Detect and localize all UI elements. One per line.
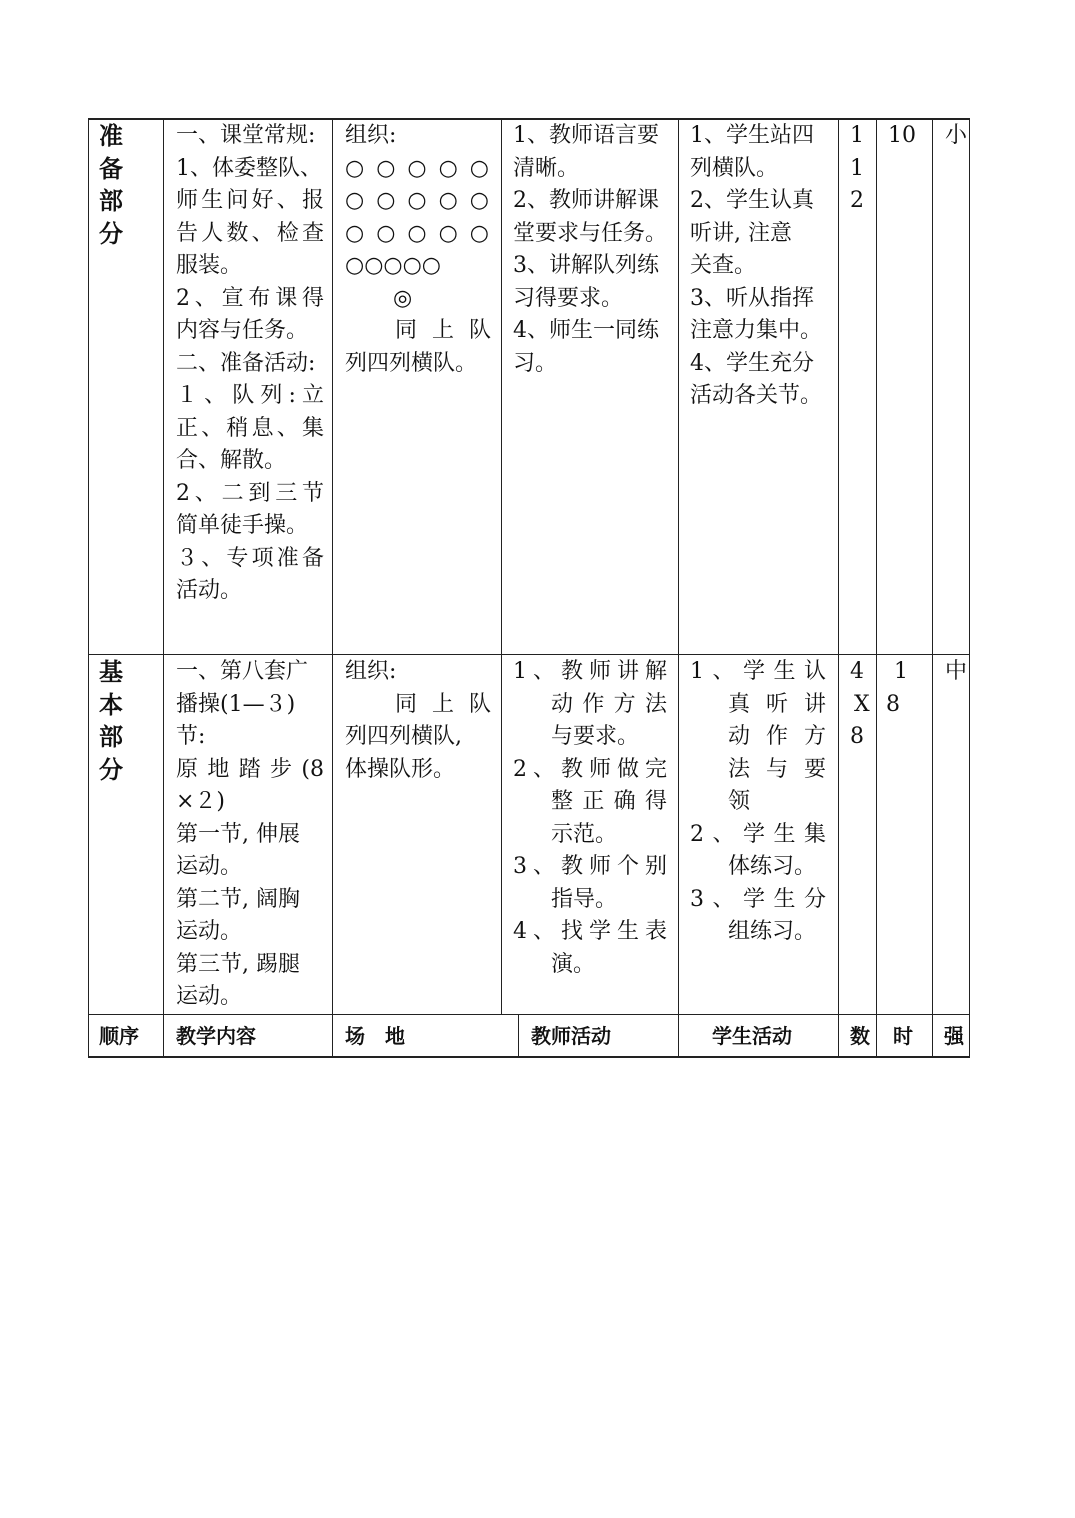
student-line: 1、学生站四 xyxy=(690,123,814,148)
site-line: 同上队 xyxy=(395,691,491,717)
content-line: 简单徒手操。 xyxy=(176,513,309,538)
teacher-line: 演。 xyxy=(551,951,596,977)
content-line: 一、课堂常规: xyxy=(176,123,316,148)
teacher-line: 1、教师讲解 xyxy=(513,659,667,684)
section-char: 分 xyxy=(99,219,123,248)
column-divider xyxy=(163,118,164,1058)
content-line: 2、宣布课得 xyxy=(176,285,324,311)
content-line: 二、准备活动: xyxy=(176,350,316,376)
content-line: 服装。 xyxy=(176,253,243,278)
content-line: 运动。 xyxy=(176,854,243,879)
teacher-activity xyxy=(513,120,673,380)
header-site: 场 地 xyxy=(345,1024,405,1048)
student-line: 动作方 xyxy=(728,724,826,749)
student-line: 3、学生分 xyxy=(690,886,826,912)
section-char: 分 xyxy=(99,755,123,784)
student-activity xyxy=(690,120,832,413)
time-value xyxy=(888,120,928,153)
count-char: 8 xyxy=(850,724,864,749)
section-label xyxy=(99,656,139,786)
content-line: 告人数、检查 xyxy=(176,220,324,246)
count-char: 1 xyxy=(850,155,864,181)
content-line: 原地踏步(8 xyxy=(176,756,324,782)
student-line: 关查。 xyxy=(690,253,757,278)
content-line: 内容与任务。 xyxy=(176,318,309,343)
column-divider xyxy=(876,118,877,1058)
student-line: 注意力集中。 xyxy=(690,318,823,343)
formation-row: ○○○○○ xyxy=(345,155,491,181)
content-line: 第一节, 伸展 xyxy=(176,821,300,847)
teacher-line: 堂要求与任务。 xyxy=(513,220,668,246)
teaching-content xyxy=(176,656,324,1014)
count-value xyxy=(850,120,870,218)
teacher-line: 3、讲解队列练 xyxy=(513,253,659,278)
site-line: 体操队形。 xyxy=(345,756,456,782)
teacher-activity xyxy=(513,656,667,981)
student-line: 2、学生认真 xyxy=(690,188,814,213)
content-line: 第二节, 阔胸 xyxy=(176,886,300,912)
teacher-line: 2、教师讲解课 xyxy=(513,188,659,213)
site-line: 列四列横队。 xyxy=(345,350,478,376)
section-char: 部 xyxy=(99,723,123,751)
content-line: 正、稍息、集 xyxy=(176,415,324,441)
content-line: ３、专项准备 xyxy=(176,545,324,571)
formation-row: ○○○○○ xyxy=(345,220,491,246)
content-line: 合、解散。 xyxy=(176,448,287,473)
header-intensity: 强 xyxy=(944,1024,964,1048)
count-char: 1 xyxy=(850,123,864,148)
student-line: 2、学生集 xyxy=(690,821,826,847)
formation-row: ○○○○○ xyxy=(345,188,491,213)
section-char: 本 xyxy=(99,690,123,719)
student-line: 体练习。 xyxy=(728,854,817,879)
content-line: 运动。 xyxy=(176,984,243,1009)
content-line: 一、第八套广 xyxy=(176,659,309,684)
student-line: 活动各关节。 xyxy=(690,383,823,408)
column-divider xyxy=(932,118,933,1058)
count-char: 2 xyxy=(850,188,864,213)
section-char: 基 xyxy=(99,658,123,686)
teacher-line: 动作方法 xyxy=(551,691,667,717)
content-line: ×２) xyxy=(176,789,226,814)
teacher-line: 4、找学生表 xyxy=(513,919,667,944)
site-organization xyxy=(345,120,491,380)
header-content: 教学内容 xyxy=(176,1024,256,1048)
table-border-right xyxy=(969,118,970,1058)
count-char: 4 xyxy=(850,659,864,684)
intensity-value xyxy=(945,656,969,689)
teacher-position-mark: ◎ xyxy=(393,285,413,311)
formation-row: ○○○○○ xyxy=(345,253,441,278)
content-line: 节: xyxy=(176,724,206,749)
teacher-line: 示范。 xyxy=(551,821,618,847)
student-activity xyxy=(690,656,826,949)
student-line: 听讲, 注意 xyxy=(690,220,792,246)
section-label xyxy=(99,120,139,250)
content-line: 播操(1—３) xyxy=(176,691,296,717)
time-char: 10 xyxy=(888,123,916,148)
site-line: 组织: xyxy=(345,123,397,148)
student-line: 3、听从指挥 xyxy=(690,285,814,311)
section-char: 准 xyxy=(99,122,123,150)
time-value xyxy=(886,656,926,721)
student-line: 真听讲 xyxy=(728,691,826,717)
time-char: 1 xyxy=(894,659,908,684)
teaching-content xyxy=(176,120,324,608)
teacher-line: 2、教师做完 xyxy=(513,756,667,782)
column-divider xyxy=(501,118,502,1014)
count-value xyxy=(850,656,872,754)
student-line: 法与要 xyxy=(728,756,826,782)
content-line: 2、二到三节 xyxy=(176,480,324,506)
header-student: 学生活动 xyxy=(712,1024,792,1048)
teacher-line: 3、教师个别 xyxy=(513,854,667,879)
content-line: 第三节, 踢腿 xyxy=(176,951,300,977)
teacher-line: 指导。 xyxy=(551,886,618,912)
student-line: 1、学生认 xyxy=(690,659,826,684)
content-line: 活动。 xyxy=(176,578,243,603)
teacher-line: 习。 xyxy=(513,350,558,376)
section-char: 备 xyxy=(99,154,123,183)
site-line: 组织: xyxy=(345,659,397,684)
site-line: 同上队 xyxy=(395,318,491,343)
content-line: １、队列:立 xyxy=(176,383,324,408)
teacher-line: 与要求。 xyxy=(551,724,640,749)
intensity-char: 中 xyxy=(945,659,968,684)
column-divider xyxy=(678,118,679,1058)
intensity-char: 小 xyxy=(945,123,968,148)
table-border-left xyxy=(88,118,89,1058)
section-char: 部 xyxy=(99,187,123,215)
site-organization xyxy=(345,656,491,786)
content-line: 1、体委整队、 xyxy=(176,155,322,181)
teacher-line: 4、师生一同练 xyxy=(513,318,659,343)
teacher-line: 习得要求。 xyxy=(513,285,624,311)
teacher-line: 整正确得 xyxy=(551,789,667,814)
content-line: 运动。 xyxy=(176,919,243,944)
header-time: 时 xyxy=(893,1024,913,1048)
time-char: 8 xyxy=(886,691,900,717)
intensity-value xyxy=(945,120,969,153)
column-divider xyxy=(518,1014,519,1058)
content-line: 师生问好、报 xyxy=(176,188,324,213)
teacher-line: 1、教师语言要 xyxy=(513,123,659,148)
teacher-line: 清晰。 xyxy=(513,155,580,181)
student-line: 4、学生充分 xyxy=(690,350,814,376)
header-teacher: 教师活动 xyxy=(531,1024,611,1048)
header-count: 数 xyxy=(850,1024,870,1048)
count-char: X xyxy=(854,691,870,717)
student-line: 领 xyxy=(728,789,751,814)
site-line: 列四列横队, xyxy=(345,724,462,749)
header-order: 顺序 xyxy=(99,1024,139,1048)
column-divider xyxy=(838,118,839,1058)
student-line: 列横队。 xyxy=(690,155,779,181)
column-divider xyxy=(332,118,333,1058)
student-line: 组练习。 xyxy=(728,919,817,944)
